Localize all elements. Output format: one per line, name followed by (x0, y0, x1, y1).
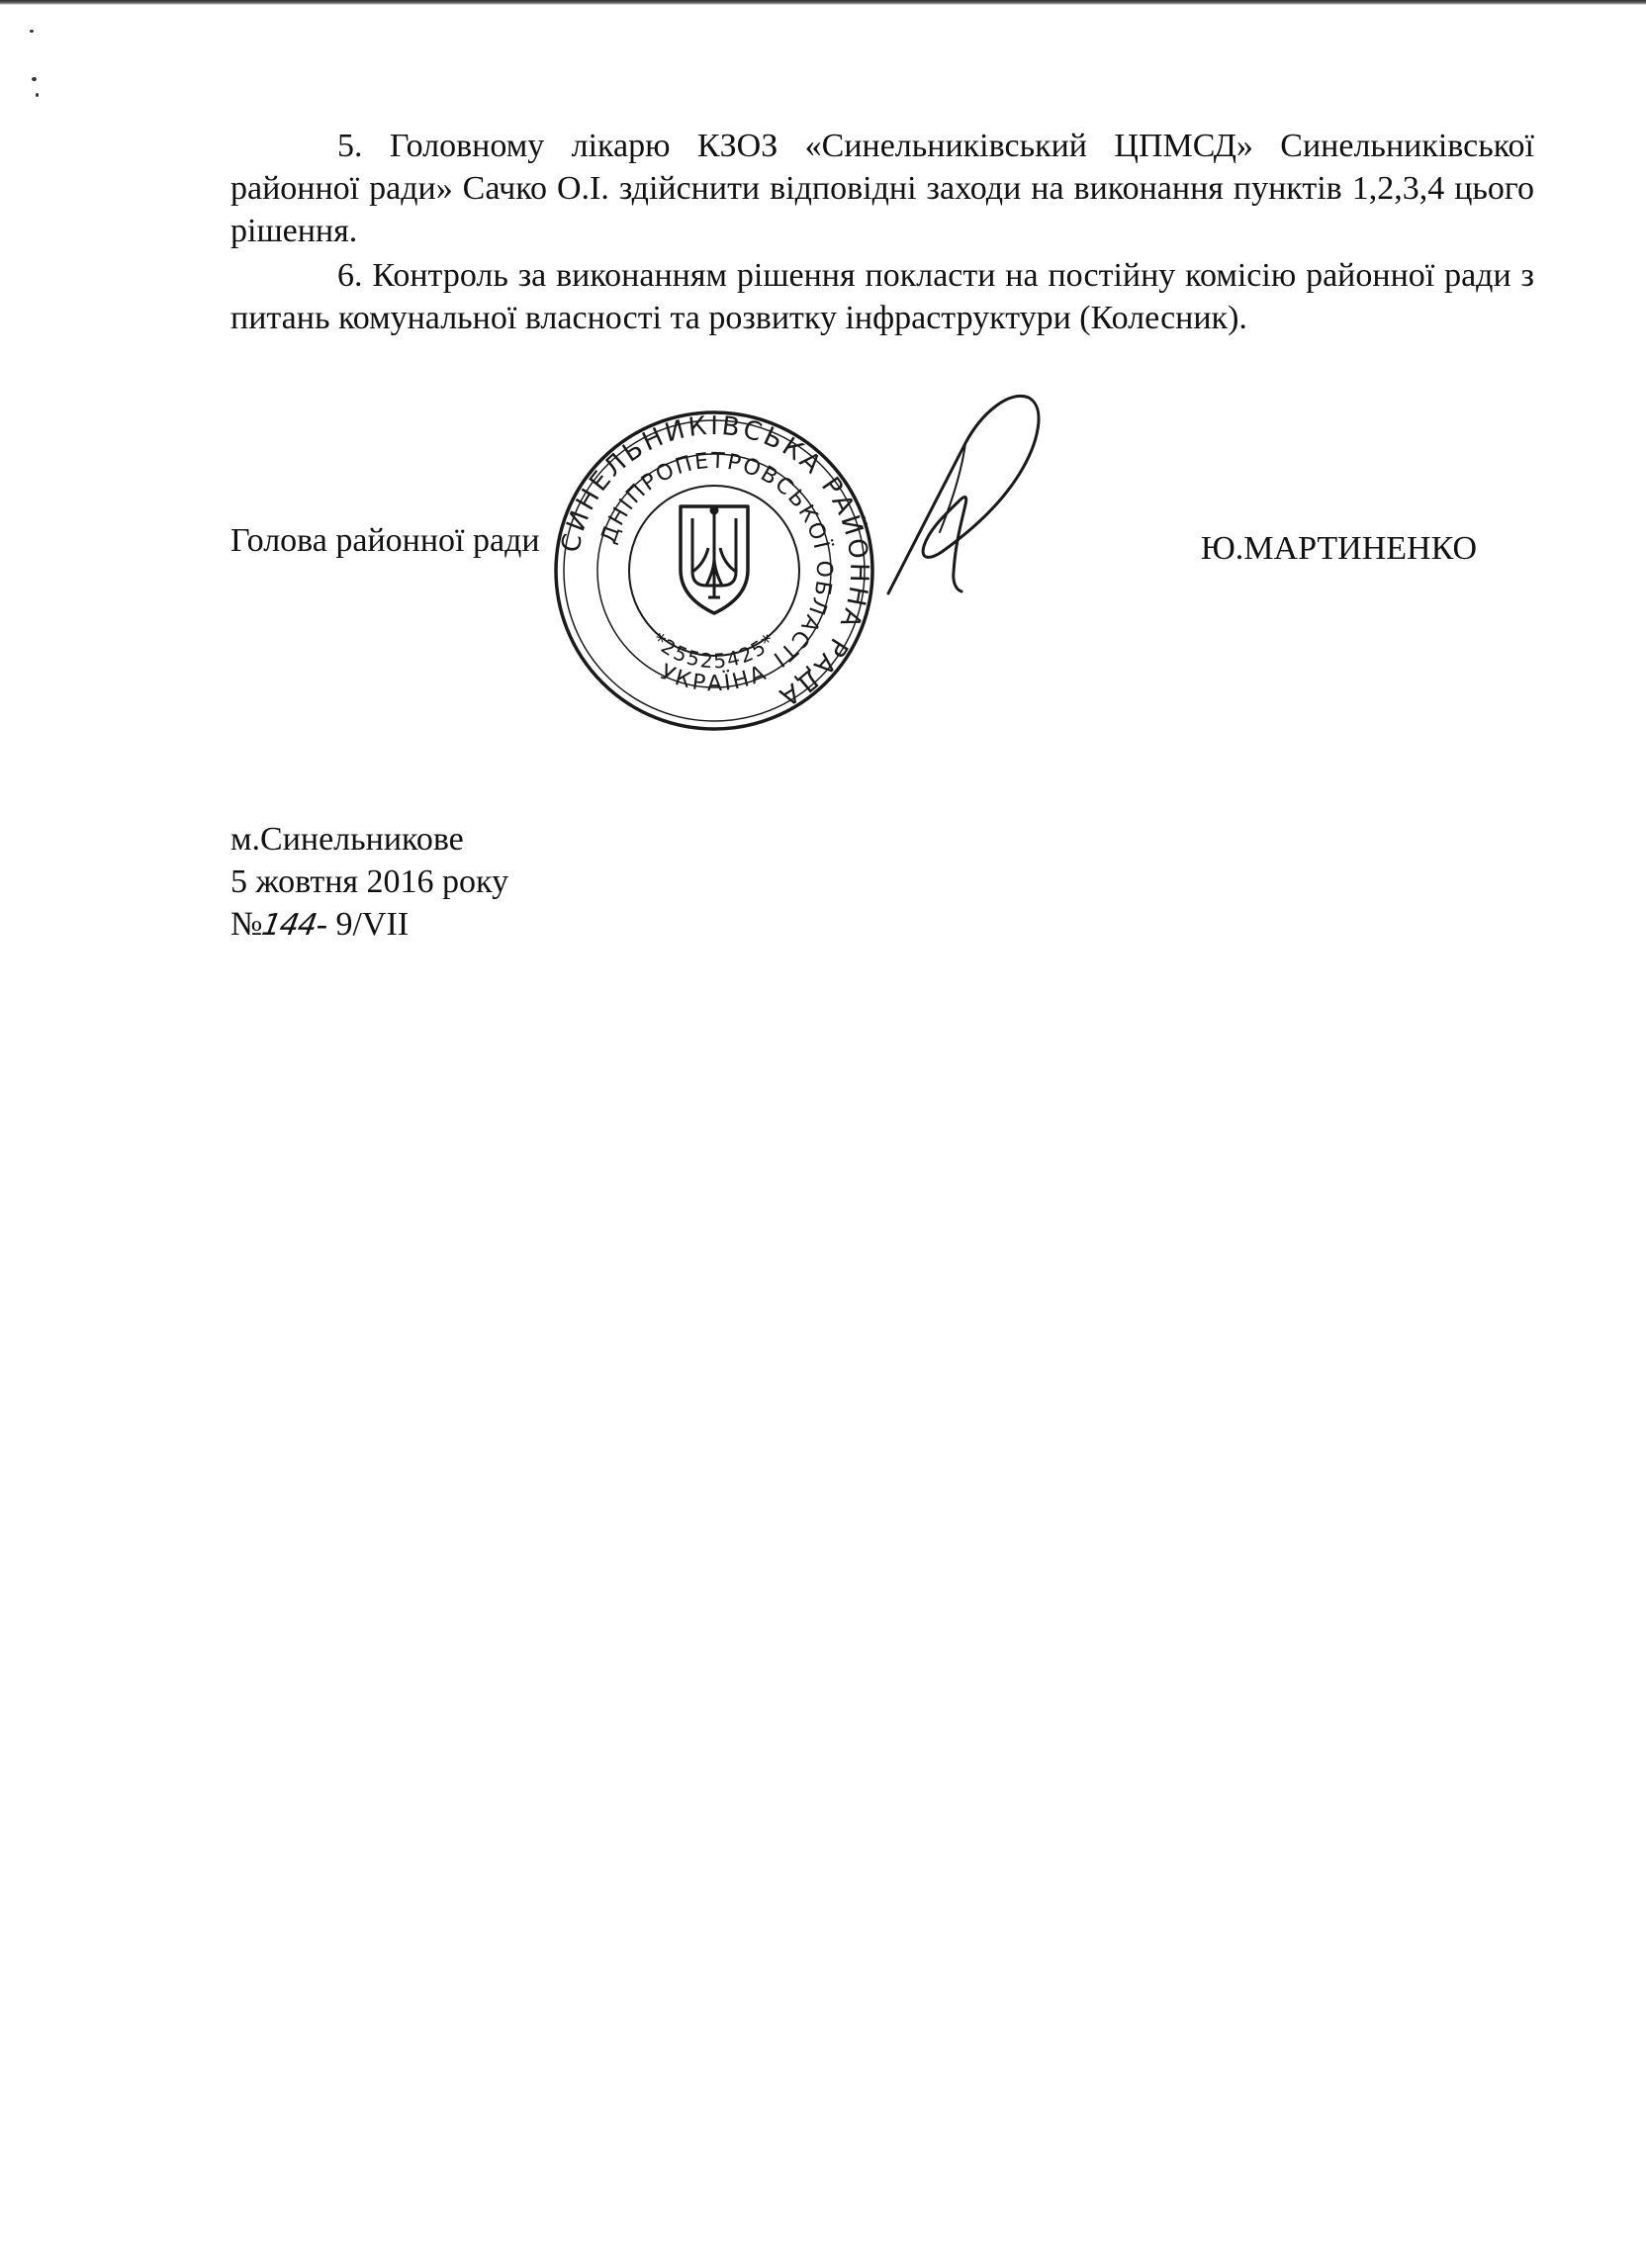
number-prefix: № (230, 906, 263, 943)
decision-number (230, 903, 508, 947)
issue-date: 5 жовтня 2016 року (230, 863, 509, 900)
decision-body (230, 125, 1534, 339)
signatory-title: Голова районної ради (230, 522, 540, 559)
paragraph-6: 6. Контроль за виконанням рішення покласти на постійну комісію районної ради з питань комунальної власності та розвитку інфраструктури (Колесник). (230, 257, 1534, 336)
scan-speck (30, 30, 34, 33)
scan-speck (32, 77, 37, 81)
number-suffix: - 9/VII (316, 906, 410, 943)
document-footer (230, 818, 508, 947)
paragraph-5: 5. Головному лікарю КЗОЗ «Синельниківський ЦПМСД» Синельниківської районної ради» Сачко О.І. здійснити відповідні заходи на виконання пунктів 1,2,3,4 цього рішення. (230, 128, 1534, 249)
svg-text:УКРАЇНА: УКРАЇНА (656, 660, 773, 697)
official-seal (554, 406, 874, 736)
signatory-name: Ю.МАРТИНЕНКО (1200, 530, 1477, 567)
handwritten-signature (870, 384, 1049, 601)
place-of-issue: м.Синельникове (230, 821, 464, 858)
svg-text:СИНЕЛЬНИКІВСЬКА РАЙОННА РАДА: СИНЕЛЬНИКІВСЬКА РАЙОННА РАДА (556, 410, 874, 713)
svg-text:*25525425*: *25525425* (647, 627, 781, 674)
scan-edge (0, 0, 1646, 5)
svg-text:ДНІПРОПЕТРОВСЬКОЇ ОБЛАСТІ: ДНІПРОПЕТРОВСЬКОЇ ОБЛАСТІ (595, 448, 837, 673)
trident-icon (681, 506, 748, 613)
number-handwritten: 144 (259, 908, 320, 943)
scan-speck (36, 93, 39, 97)
